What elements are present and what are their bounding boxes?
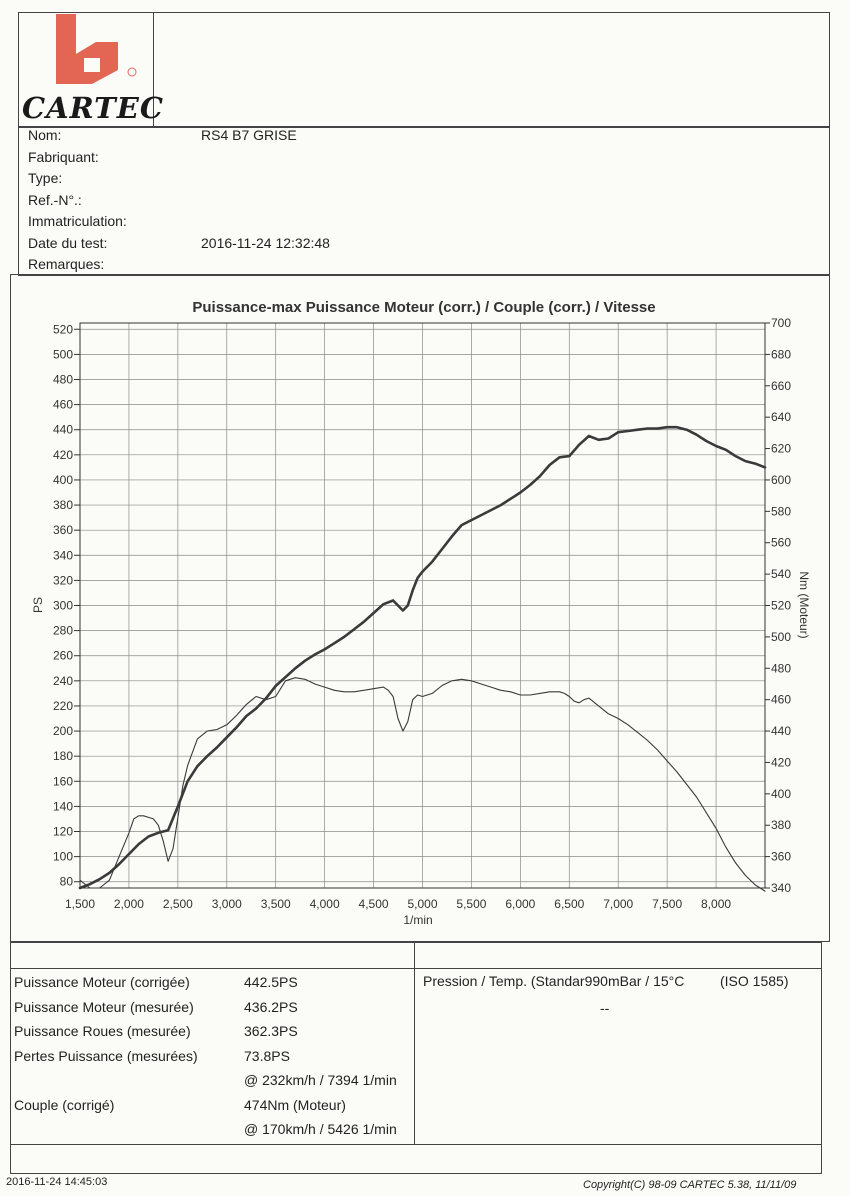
footer-timestamp: 2016-11-24 14:45:03 (6, 1176, 108, 1188)
results-divider-mid (414, 942, 415, 1144)
x-tick-label: 3,500 (260, 897, 291, 911)
y-tick-label-left: 100 (52, 849, 73, 864)
chart-title: Puissance-max Puissance Moteur (corr.) / Couple (corr.) / Vitesse (192, 299, 656, 316)
vehicle-field-label: Fabriquant: (28, 148, 99, 165)
logo-brand: CARTEC (22, 91, 164, 125)
y-tick-label-left: 400 (52, 472, 73, 487)
x-tick-label: 7,500 (652, 897, 683, 911)
y-tick-label-right: 700 (771, 316, 792, 330)
x-tick-label: 2,500 (162, 897, 193, 911)
y-tick-label-left: 160 (52, 774, 73, 789)
y-tick-label-right: 500 (771, 629, 792, 644)
y-tick-label-left: 380 (52, 498, 73, 513)
y-tick-label-left: 320 (52, 573, 73, 588)
y-tick-label-right: 600 (771, 472, 792, 487)
x-tick-label: 7,000 (603, 897, 634, 911)
y-tick-label-left: 140 (52, 799, 73, 814)
y-tick-label-right: 540 (771, 567, 792, 582)
y-tick-label-right: 360 (771, 849, 792, 864)
y-tick-label-left: 420 (52, 447, 73, 462)
y-tick-label-right: 660 (771, 378, 792, 393)
y-tick-label-right: 480 (771, 661, 792, 676)
footer-copyright: Copyright(C) 98-09 CARTEC 5.38, 11/11/09 (583, 1179, 797, 1191)
vehicle-field-label: Date du test: (28, 234, 108, 251)
y-tick-label-left: 280 (52, 623, 73, 638)
vehicle-field-label: Remarques: (28, 256, 105, 272)
y-tick-label-left: 120 (52, 824, 73, 839)
y-tick-label-right: 620 (771, 441, 792, 456)
result-label: Puissance Moteur (mesurée) (14, 999, 194, 1015)
y-tick-label-right: 680 (771, 347, 792, 362)
y-tick-label-right: 440 (771, 724, 792, 739)
y-tick-label-right: 420 (771, 755, 792, 770)
vehicle-field-value: 2016-11-24 12:32:48 (201, 234, 330, 251)
conditions-norm: (ISO 1585) (720, 973, 789, 989)
y-tick-label-left: 260 (52, 648, 73, 663)
result-label: Couple (corrigé) (14, 1097, 115, 1113)
result-value: 362.3PS (244, 1023, 298, 1039)
y-axis-label-right: Nm (Moteur) (797, 571, 811, 639)
y-tick-label-right: 560 (771, 535, 792, 550)
y-tick-label-left: 520 (52, 322, 73, 337)
conditions-title: Pression / Temp. (Standar990mBar / 15°C (423, 973, 685, 989)
y-tick-label-left: 80 (59, 874, 73, 889)
y-tick-label-left: 300 (52, 598, 73, 613)
result-label: Pertes Puissance (mesurées) (14, 1048, 198, 1064)
x-tick-label: 6,500 (554, 897, 585, 911)
y-tick-label-left: 240 (52, 673, 73, 688)
y-tick-label-right: 520 (771, 598, 792, 613)
y-tick-label-right: 380 (771, 818, 792, 833)
x-tick-label: 8,000 (701, 897, 732, 911)
x-tick-label: 6,000 (505, 897, 536, 911)
x-axis-label: 1/min (403, 913, 433, 927)
x-tick-label: 5,500 (456, 897, 487, 911)
y-tick-label-left: 480 (52, 372, 73, 387)
x-tick-label: 3,000 (211, 897, 242, 911)
y-axis-label-left: PS (31, 596, 45, 614)
y-tick-label-left: 200 (52, 724, 73, 739)
y-tick-label-right: 340 (771, 881, 792, 895)
y-tick-label-left: 500 (52, 347, 73, 362)
y-tick-label-right: 460 (771, 692, 792, 707)
chart-grid (80, 323, 765, 888)
vehicle-field-label: Type: (28, 170, 63, 186)
y-tick-label-left: 340 (52, 548, 73, 563)
y-tick-label-right: 400 (771, 786, 792, 801)
conditions-value: -- (600, 1000, 610, 1016)
result-value: 442.5PS (244, 974, 298, 990)
x-tick-label: 5,000 (407, 897, 438, 911)
result-value: 474Nm (Moteur) (244, 1097, 346, 1113)
x-tick-label: 4,500 (358, 897, 389, 911)
y-tick-label-right: 640 (771, 410, 792, 425)
vehicle-field-label: Nom: (28, 127, 62, 143)
result-value: 436.2PS (244, 999, 298, 1015)
result-value: @ 170km/h / 5426 1/min (244, 1121, 397, 1137)
x-tick-label: 2,000 (113, 897, 144, 911)
vehicle-field-label: Immatriculation: (28, 213, 127, 229)
results-divider-bottom (10, 1144, 822, 1145)
result-label: Puissance Moteur (corrigée) (14, 974, 190, 990)
result-value: 73.8PS (244, 1048, 290, 1064)
y-tick-label-left: 180 (52, 749, 73, 764)
y-tick-label-left: 460 (52, 397, 73, 412)
y-tick-label-left: 220 (52, 698, 73, 713)
y-tick-label-left: 440 (52, 422, 73, 437)
result-label: Puissance Roues (mesurée) (14, 1023, 191, 1039)
vehicle-field-label: Ref.-N°.: (28, 191, 82, 208)
vehicle-field-value: RS4 B7 GRISE (201, 127, 297, 143)
result-value: @ 232km/h / 7394 1/min (244, 1072, 397, 1088)
y-tick-label-left: 360 (52, 523, 73, 538)
x-tick-label: 4,000 (309, 897, 340, 911)
y-tick-label-right: 580 (771, 504, 792, 519)
x-tick-label: 1,500 (64, 897, 96, 911)
results-divider-top (10, 968, 822, 969)
